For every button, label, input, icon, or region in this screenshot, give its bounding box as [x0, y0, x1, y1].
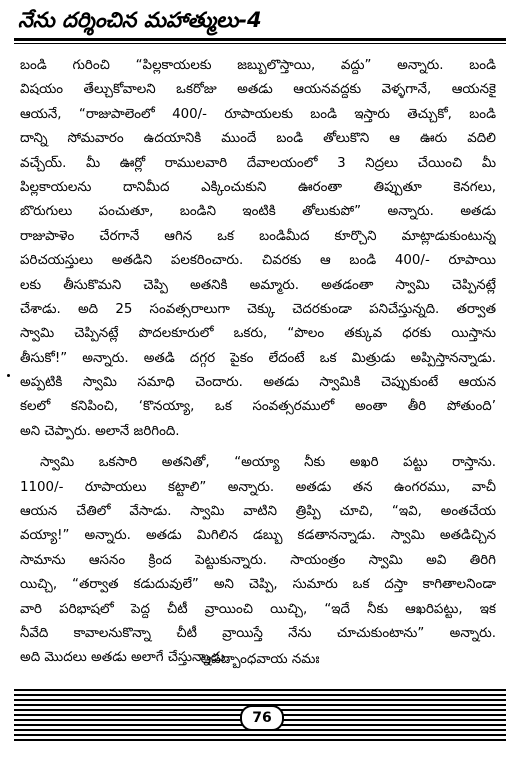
text-line: దాన్ని సోమవారం ఉదయానికి ముందే బండి తోలుకొని ఆ ఊరు వదిలి [20, 131, 496, 147]
text-line: యిచ్చి, “తర్వాత కడుదువులే” అని చెప్పి, సుమారు ఒక దస్తా కాగితాలనిండా [20, 577, 496, 593]
text-line: పరిచయస్తులు అతడిని పలకరించారు. చివరకు ఆ బండి 400/- రూపాయి [20, 253, 496, 269]
text-line: అని చెప్పారు. అలానే జరిగింది. [20, 423, 180, 439]
text-line: నీవేది కావాలనుకొన్నా చీటీ వ్రాయిస్తే నేను చూచుకుంటాను” అన్నారు. [20, 625, 496, 641]
text-line: తీసుకో!” అన్నారు. అతడి దగ్గర పైకం లేదంటే ఒక మిత్రుడు అప్పిస్తానన్నాడు. [20, 350, 496, 366]
page-footer [14, 677, 506, 747]
footer-rule [14, 739, 506, 741]
text-line: వయ్యా!” అన్నారు. అతడు మిగిలిన డబ్బు కడతానన్నాడు. స్వామి అతడిచ్చిన [20, 528, 496, 544]
margin-mark [7, 374, 10, 377]
footer-rule [14, 734, 506, 736]
text-line: స్వామి చెప్పినట్లే పొదలకూరులో ఒకరు, “పొలం తక్కువ ధరకు యిస్తాను [20, 326, 496, 342]
text-line: కలలో కనిపించి, ‘కొనయ్యా, ఒక సంవత్సరములో అంతా తీరి పోతుంది’ [20, 399, 496, 415]
footer-rule [14, 694, 506, 696]
closing-invocation: ఆపద్బాంధవాయ నమః [200, 652, 320, 667]
text-line: వచ్చేయ్. మీ ఊర్లో రాములవారి దేవాలయంలో 3 నిద్రలు చేయించి మీ [20, 155, 496, 171]
text-line: లకు తీసుకొమని చెప్పి అతనికి అమ్మారు. అతడంతా స్వామి చెప్పినట్లే [20, 277, 496, 293]
text-line: విషయం తేల్చుకోవాలని ఒకరోజు అతడు ఆయనవద్దకు వెళ్ళగానే, ఆయనకై [20, 82, 496, 98]
text-line: వారి పరిభాషలో పెద్ద చీటీ వ్రాయించి యిచ్చి, “ఇదే నీకు ఆఖరిపట్టు, ఇక [20, 601, 496, 617]
text-line: స్వామి ఒకసారి అతనితో, “అయ్యా నీకు అఖరి పట్టు రాస్తాను. [40, 455, 496, 471]
text-line: అది మొదలు అతడు అలాగే చేస్తున్నాడు. [20, 650, 230, 666]
text-line: చేశాడు. అది 25 సంవత్సరాలుగా చెక్కు చెదరకుండా పనిచేస్తున్నది. తర్వాత [20, 301, 496, 317]
text-line: బొరుగులు పంచుతూ, బండిని ఇంటికి తోలుకుపో” అన్నారు. అతడు [20, 204, 496, 220]
paragraph-2 [20, 451, 496, 671]
page-header [14, 8, 506, 44]
text-line: పిల్లకాయలను దానిమీద ఎక్కించుకుని ఊరంతా తిప్పుతూ కెనగలు, [20, 179, 496, 195]
footer-rule [14, 699, 506, 701]
text-line: అప్పటికి స్వామి సమాధి చెందారు. అతడు స్వామికి చెప్పుకుంటే ఆయన [20, 375, 496, 391]
page-number: 76 [240, 705, 284, 731]
text-line: రాజుపాళెం చేరగానే ఆగిన ఒక బండిమీద కూర్చొని మాట్లాడుకుంటున్న [20, 228, 496, 244]
header-rule-thick [14, 38, 506, 41]
paragraph-1 [20, 54, 496, 444]
header-rule-thin [14, 43, 506, 44]
book-title: నేను దర్శించిన మహాత్ములు-4 [18, 8, 262, 32]
text-line: 1100/- రూపాయలు కట్టాలి” అన్నారు. అతడు తన ఉంగరము, వాచీ [20, 479, 496, 495]
text-line: ఆయన చేతిలో వేసాడు. స్వామి వాటిని త్రిప్పి చూచి, “ఇవి, అంతచేయ [20, 504, 496, 520]
text-line: సామాను ఆసనం క్రింద పెట్టుకున్నారు. సాయంత్రం స్వామి అవి తిరిగి [20, 552, 496, 568]
body-text [20, 54, 496, 678]
text-line: ఆయనే, “రాజుపాలెంలో 400/- రూపాయలకు బండి ఇస్తారు తెచ్చుకో, బండి [20, 106, 496, 122]
footer-rule [14, 689, 506, 691]
text-line: బండి గురించి “పిల్లకాయలకు జబ్బులొస్తాయి, వద్దు” అన్నారు. బండి [20, 58, 496, 73]
